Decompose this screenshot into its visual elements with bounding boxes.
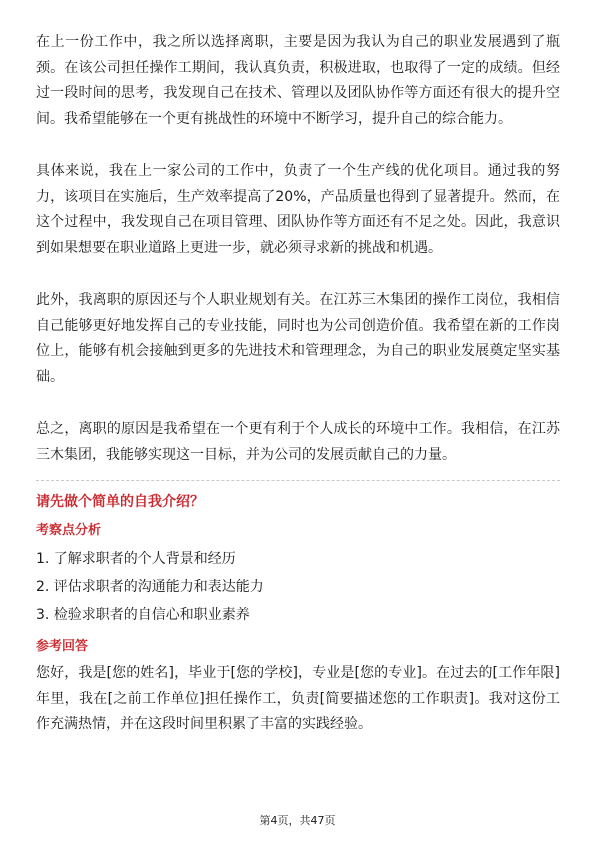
- body-paragraph-2: 具体来说，我在上一家公司的工作中，负责了一个生产线的优化项目。通过我的努力，该项目在实施后，生产效率提高了20%，产品质量也得到了显著提升。然而，在这个过程中，我发现自己在项目管理、团队协作等方面还有不足之处。因此，我意识到如果想要在职业道路上更进一步，就必须寻求新的挑战和机遇。: [36, 163, 560, 256]
- page-content: [36, 30, 560, 738]
- body-paragraph-4: 总之，离职的原因是我希望在一个更有利于个人成长的环境中工作。我相信，在江苏三木集团，我能够实现这一目标，并为公司的发展贡献自己的力量。: [36, 421, 560, 463]
- analysis-item: 1. 了解求职者的个人背景和经历: [36, 551, 236, 567]
- reference-heading: 参考回答: [36, 639, 89, 654]
- body-paragraph-3: 此外，我离职的原因还与个人职业规划有关。在江苏三木集团的操作工岗位，我相信自己能够更好地发挥自己的专业技能，同时也为公司创造价值。我希望在新的工作岗位上，能够有机会接触到更多的先进技术和管理理念，为自己的职业发展奠定坚实基础。: [36, 292, 560, 385]
- question-title: 请先做个简单的自我介绍？: [36, 494, 204, 510]
- section-divider: [36, 480, 560, 481]
- page-number-footer: 第4页，共47页: [259, 814, 336, 827]
- analysis-item: 3. 检验求职者的自信心和职业素养: [36, 607, 250, 623]
- analysis-item: 2. 评估求职者的沟通能力和表达能力: [36, 579, 264, 595]
- analysis-heading: 考察点分析: [36, 523, 102, 538]
- body-paragraph-1: 在上一份工作中，我之所以选择离职，主要是因为我认为自己的职业发展遇到了瓶颈。在该公司担任操作工期间，我认真负责，积极进取，也取得了一定的成绩。但经过一段时间的思考，我发现自己在技术、管理以及团队协作等方面还有很大的提升空间。我希望能够在一个更有挑战性的环境中不断学习，提升自己的综合能力。: [36, 34, 560, 127]
- reference-answer: 您好，我是[您的姓名]，毕业于[您的学校]，专业是[您的专业]。在过去的[工作年限]年里，我在[之前工作单位]担任操作工，负责[简要描述您的工作职责]。我对这份工作充满热情，并在这段时间里积累了丰富的实践经验。: [36, 665, 560, 732]
- analysis-list: [36, 545, 560, 629]
